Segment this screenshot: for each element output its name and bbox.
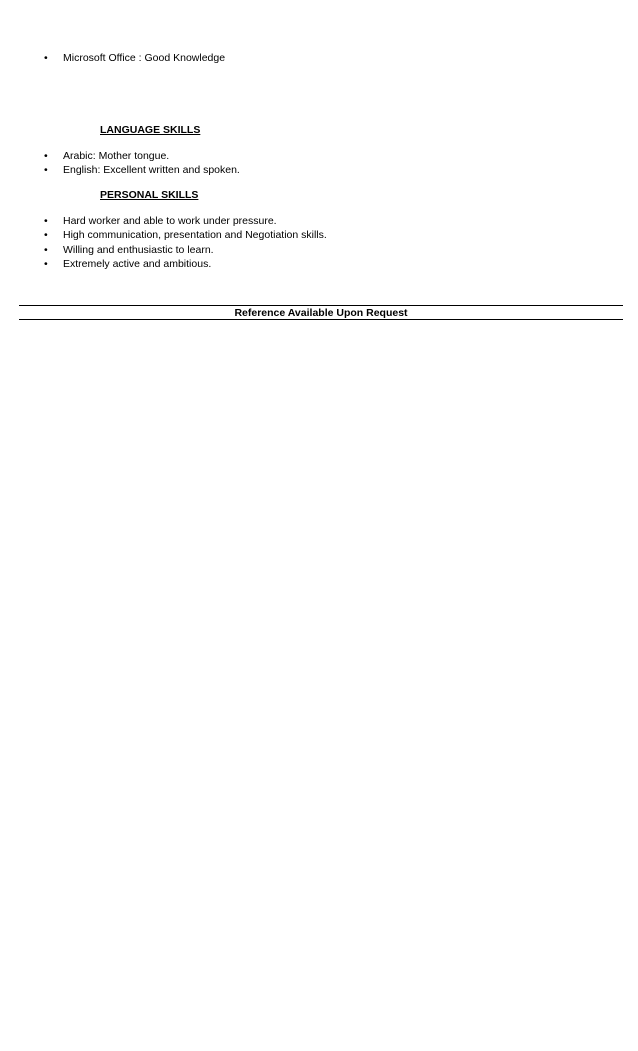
bullet-icon: •	[44, 243, 48, 256]
footer-bottom-rule	[19, 319, 623, 320]
list-item-text: High communication, presentation and Negotiation skills.	[63, 229, 327, 242]
list-item-text: Extremely active and ambitious.	[63, 257, 212, 270]
language-skills-list	[0, 149, 600, 178]
language-skills-heading: LANGUAGE SKILLS	[100, 124, 201, 136]
personal-skills-heading: PERSONAL SKILLS	[100, 189, 199, 201]
list-item	[0, 243, 600, 257]
bullet-icon: •	[44, 150, 48, 162]
bullet-icon: •	[44, 52, 48, 64]
bullet-icon: •	[44, 257, 48, 270]
list-item	[0, 51, 600, 65]
list-item-text: Arabic: Mother tongue.	[63, 150, 170, 162]
list-item-text: Microsoft Office : Good Knowledge	[63, 52, 226, 64]
bullet-icon: •	[44, 164, 48, 177]
list-item	[0, 214, 600, 228]
list-item	[0, 149, 600, 163]
list-item	[0, 257, 600, 271]
list-item-text: Willing and enthusiastic to learn.	[63, 243, 214, 256]
computer-skills-list	[0, 51, 600, 65]
list-item	[0, 228, 600, 242]
personal-skills-list	[0, 214, 600, 271]
list-item-text: English: Excellent written and spoken.	[63, 164, 240, 177]
list-item	[0, 163, 600, 177]
reference-statement: Reference Available Upon Request	[234, 307, 408, 319]
bullet-icon: •	[44, 215, 48, 227]
bullet-icon: •	[44, 229, 48, 242]
list-item-text: Hard worker and able to work under pressure.	[63, 215, 277, 227]
